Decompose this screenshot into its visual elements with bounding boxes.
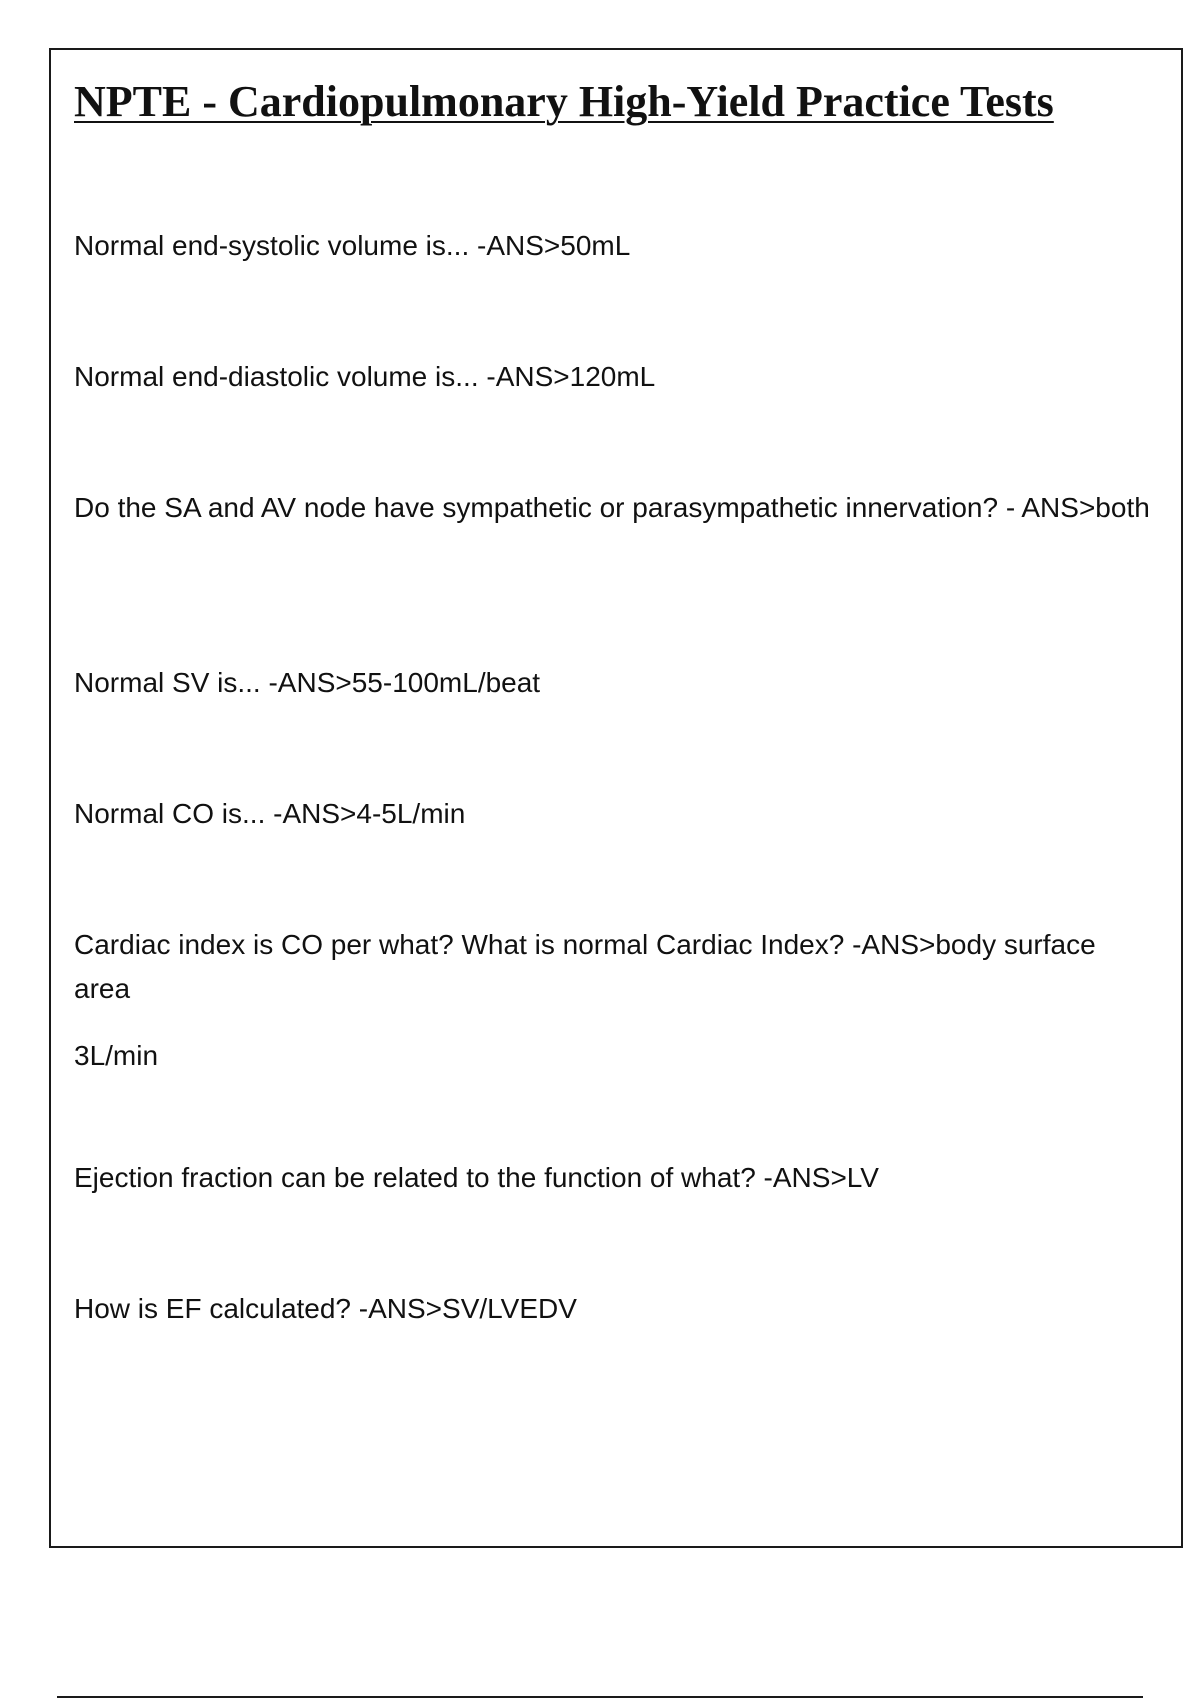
qa-item-sa-av-innervation: Do the SA and AV node have sympathetic or parasympathetic innervation? - ANS>both <box>74 492 1150 523</box>
qa-item-normal-sv: Normal SV is... -ANS>55-100mL/beat <box>74 667 541 698</box>
qa-item-normal-co: Normal CO is... -ANS>4-5L/min <box>74 798 466 829</box>
qa-item-end-diastolic-volume: Normal end-diastolic volume is... -ANS>120mL <box>74 361 656 392</box>
qa-item-end-systolic-volume: Normal end-systolic volume is... -ANS>50mL <box>74 230 631 261</box>
document-title: NPTE - Cardiopulmonary High-Yield Practice Tests <box>74 77 1054 126</box>
document-page-frame <box>49 48 1183 1548</box>
page-bottom-divider <box>57 1696 1143 1698</box>
qa-item-cardiac-index-extra: 3L/min <box>74 1040 159 1071</box>
qa-item-ejection-fraction: Ejection fraction can be related to the function of what? -ANS>LV <box>74 1162 879 1193</box>
qa-item-ef-calculation: How is EF calculated? -ANS>SV/LVEDV <box>74 1293 577 1324</box>
qa-item-cardiac-index: Cardiac index is CO per what? What is normal Cardiac Index? -ANS>body surface area <box>74 929 1096 1004</box>
